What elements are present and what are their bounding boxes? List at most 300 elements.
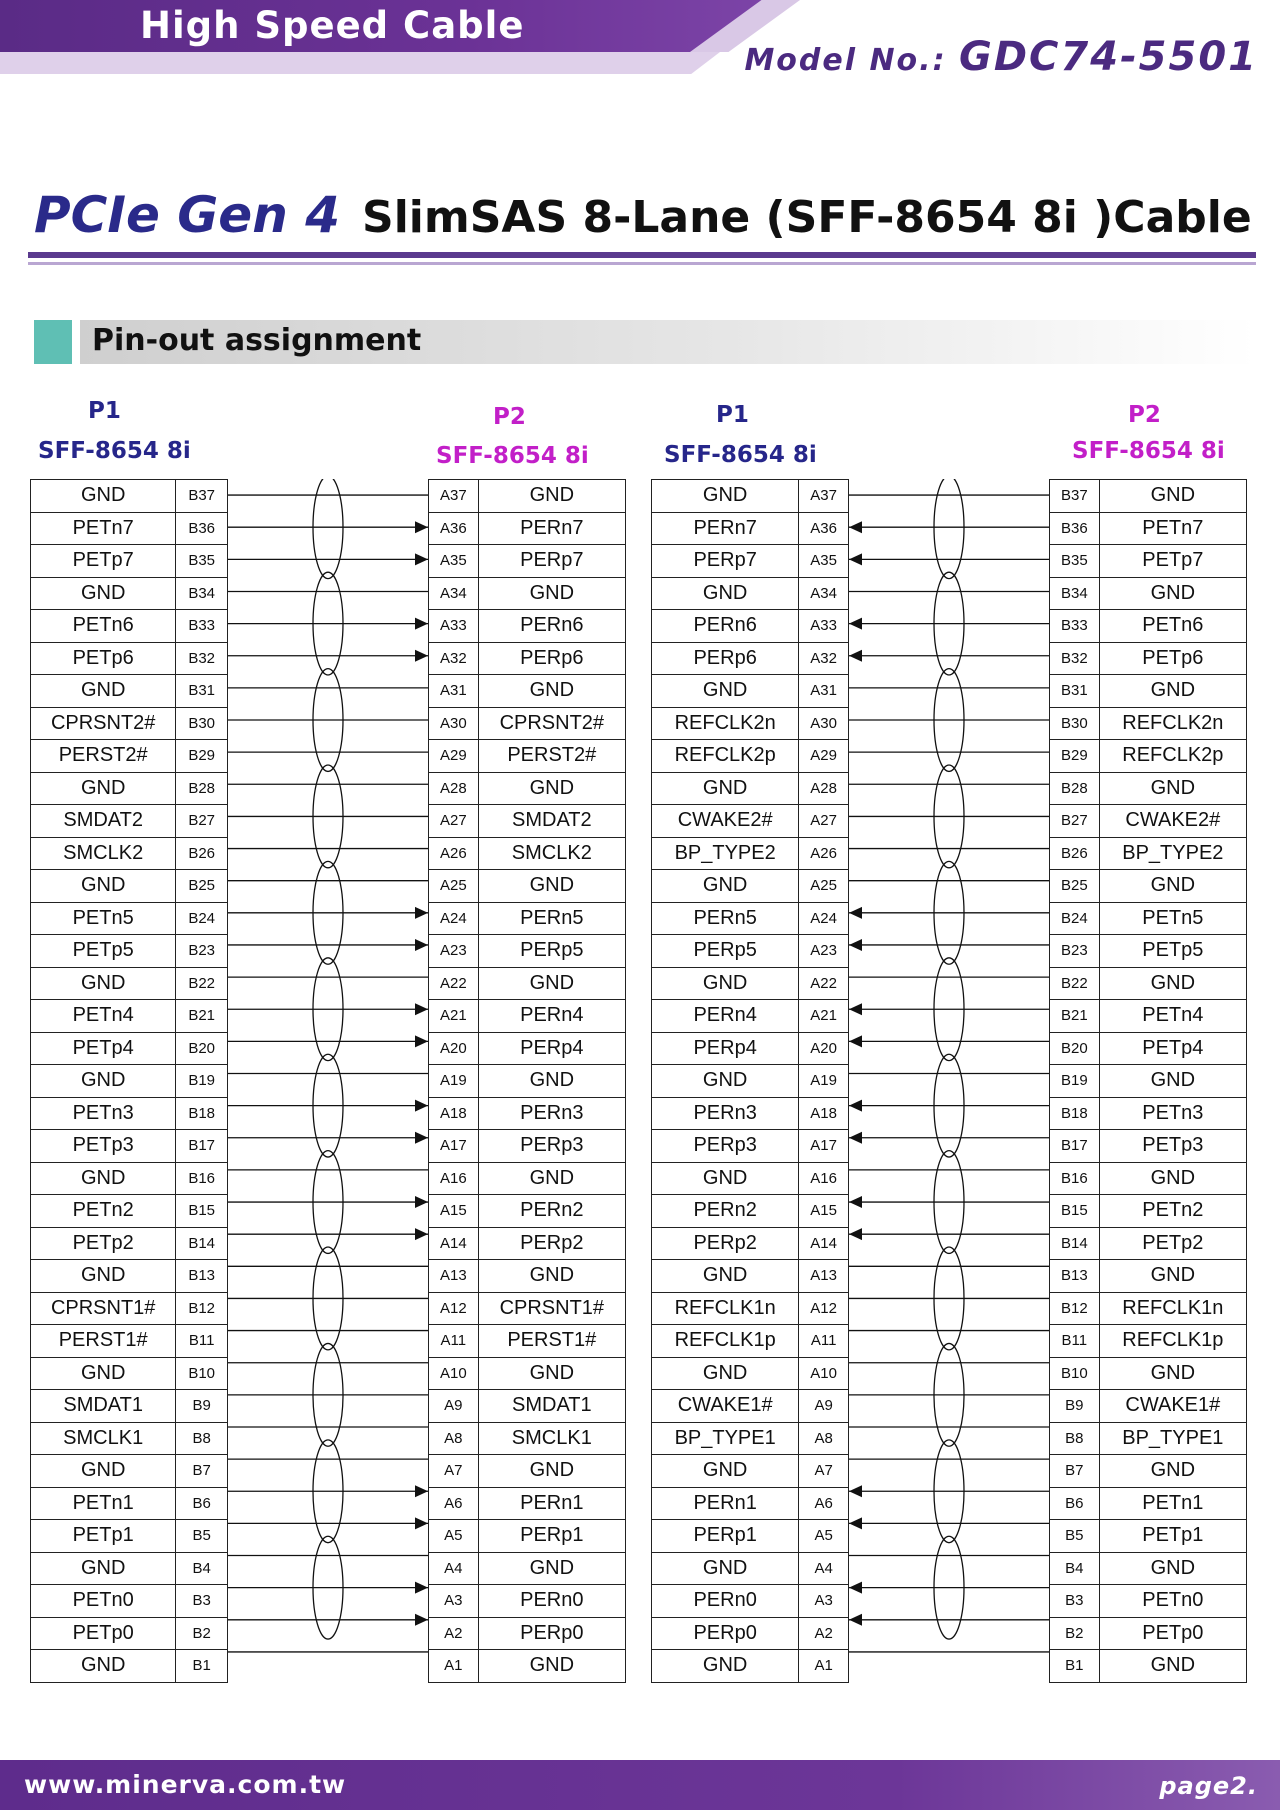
signal-name: PETp2 [31, 1227, 176, 1260]
signal-name: PERp0 [652, 1617, 799, 1650]
arrow-head [415, 907, 428, 919]
pin-row [31, 577, 228, 610]
signal-name: GND [478, 1162, 625, 1195]
pin-row [1050, 1357, 1247, 1390]
pin-number: B3 [1050, 1585, 1100, 1618]
pin-number: A37 [799, 480, 849, 513]
pin-number: B32 [176, 642, 228, 675]
pin-row [1050, 1650, 1247, 1683]
signal-name: PETn0 [1099, 1585, 1246, 1618]
pin-number: A20 [799, 1032, 849, 1065]
signal-name: PETn4 [1099, 1000, 1246, 1033]
pin-row [429, 1455, 626, 1488]
signal-name: PERn3 [652, 1097, 799, 1130]
pin-row [429, 935, 626, 968]
signal-name: PETn3 [1099, 1097, 1246, 1130]
arrow-head [849, 1228, 862, 1240]
signal-name: PERp5 [652, 935, 799, 968]
pin-number: B36 [176, 512, 228, 545]
signal-name: PERn3 [478, 1097, 625, 1130]
signal-name: GND [478, 772, 625, 805]
pin-number: A28 [799, 772, 849, 805]
pin-row [1050, 512, 1247, 545]
pin-row [1050, 1065, 1247, 1098]
signal-name: GND [478, 870, 625, 903]
pin-row [652, 610, 849, 643]
signal-name: GND [652, 1650, 799, 1683]
title-sub: SlimSAS 8-Lane (SFF-8654 8i )Cable [362, 192, 1252, 243]
pin-row [652, 1390, 849, 1423]
signal-name: PERp1 [478, 1520, 625, 1553]
pin-number: A5 [429, 1520, 479, 1553]
signal-name: PERn4 [652, 1000, 799, 1033]
signal-name: PETn1 [31, 1487, 176, 1520]
signal-name: GND [1099, 967, 1246, 1000]
signal-name: PERp1 [652, 1520, 799, 1553]
pin-number: A16 [429, 1162, 479, 1195]
signal-name: BP_TYPE2 [652, 837, 799, 870]
signal-name: GND [478, 675, 625, 708]
pin-number: A15 [799, 1195, 849, 1228]
right-p1-type: SFF-8654 8i [664, 442, 817, 468]
pin-row [652, 1130, 849, 1163]
signal-name: PETp2 [1099, 1227, 1246, 1260]
pin-number: B4 [176, 1552, 228, 1585]
pin-row [1050, 1227, 1247, 1260]
pin-number: A33 [429, 610, 479, 643]
section-marker [34, 320, 72, 364]
pin-number: A30 [799, 707, 849, 740]
pin-row [429, 1260, 626, 1293]
pin-number: B7 [1050, 1455, 1100, 1488]
pin-number: A14 [429, 1227, 479, 1260]
pin-number: B35 [1050, 545, 1100, 578]
arrow-head [849, 1035, 862, 1047]
pin-number: B9 [1050, 1390, 1100, 1423]
pin-row [652, 1325, 849, 1358]
pin-row [652, 1195, 849, 1228]
pin-row [1050, 772, 1247, 805]
pin-row [31, 480, 228, 513]
pin-row [31, 1260, 228, 1293]
signal-name: PERn6 [652, 610, 799, 643]
pin-row [1050, 1422, 1247, 1455]
pin-number: A14 [799, 1227, 849, 1260]
pin-number: A35 [799, 545, 849, 578]
pin-row [429, 1487, 626, 1520]
signal-name: GND [1099, 772, 1246, 805]
title-rule [28, 252, 1256, 258]
pin-row [31, 1552, 228, 1585]
pin-row [429, 1227, 626, 1260]
title-main: PCIe Gen 4 [34, 186, 341, 244]
pin-row [1050, 837, 1247, 870]
signal-name: PETn3 [31, 1097, 176, 1130]
signal-name: SMCLK2 [31, 837, 176, 870]
arrow-head [415, 1228, 428, 1240]
pin-number: B28 [1050, 772, 1100, 805]
pin-number: A9 [799, 1390, 849, 1423]
pin-number: A10 [799, 1357, 849, 1390]
signal-name: GND [478, 1357, 625, 1390]
signal-name: CPRSNT1# [478, 1292, 625, 1325]
pin-row [429, 772, 626, 805]
pin-row [652, 805, 849, 838]
pin-number: A24 [799, 902, 849, 935]
pin-number: A6 [799, 1487, 849, 1520]
pin-number: B31 [176, 675, 228, 708]
pin-row [429, 1097, 626, 1130]
pin-row [1050, 805, 1247, 838]
signal-name: PETn1 [1099, 1487, 1246, 1520]
pin-row [1050, 1520, 1247, 1553]
pin-row [1050, 1585, 1247, 1618]
pin-number: A30 [429, 707, 479, 740]
pin-number: B8 [176, 1422, 228, 1455]
pin-row [31, 837, 228, 870]
signal-name: GND [478, 1065, 625, 1098]
pin-row [652, 1065, 849, 1098]
arrow-head [415, 650, 428, 662]
signal-name: PERp4 [478, 1032, 625, 1065]
pin-number: A19 [429, 1065, 479, 1098]
model-label: Model No.: [744, 43, 947, 78]
arrow-head [415, 1196, 428, 1208]
pin-number: B25 [1050, 870, 1100, 903]
pin-number: A4 [799, 1552, 849, 1585]
pin-row [429, 1422, 626, 1455]
pin-number: B12 [176, 1292, 228, 1325]
pin-row [31, 1065, 228, 1098]
pin-number: A24 [429, 902, 479, 935]
pin-number: B26 [176, 837, 228, 870]
pin-row [429, 1325, 626, 1358]
left-p2-table [428, 479, 626, 1683]
pin-number: A26 [429, 837, 479, 870]
arrow-head [849, 939, 862, 951]
signal-name: REFCLK1n [1099, 1292, 1246, 1325]
pin-row [652, 1422, 849, 1455]
pin-row [652, 870, 849, 903]
pin-row [1050, 1162, 1247, 1195]
signal-name: GND [1099, 870, 1246, 903]
pin-row [652, 1000, 849, 1033]
pin-row [31, 1000, 228, 1033]
pin-number: B36 [1050, 512, 1100, 545]
signal-name: GND [652, 967, 799, 1000]
pin-number: B14 [1050, 1227, 1100, 1260]
footer-url: www.minerva.com.tw [24, 1770, 347, 1799]
pin-number: B2 [1050, 1617, 1100, 1650]
pin-row [429, 610, 626, 643]
signal-name: GND [652, 1552, 799, 1585]
pin-row [31, 610, 228, 643]
signal-name: SMDAT2 [478, 805, 625, 838]
signal-name: REFCLK1n [652, 1292, 799, 1325]
pin-row [652, 1650, 849, 1683]
pair-marker [934, 479, 964, 579]
pin-row [652, 1260, 849, 1293]
signal-name: GND [652, 772, 799, 805]
signal-name: GND [31, 967, 176, 1000]
pin-row [429, 837, 626, 870]
pin-row [652, 1520, 849, 1553]
signal-name: GND [31, 1357, 176, 1390]
arrow-head [849, 618, 862, 630]
pin-row [1050, 935, 1247, 968]
pin-number: B11 [176, 1325, 228, 1358]
pin-number: B12 [1050, 1292, 1100, 1325]
pin-number: B24 [176, 902, 228, 935]
pin-number: B25 [176, 870, 228, 903]
pin-row [31, 642, 228, 675]
signal-name: GND [31, 1065, 176, 1098]
pin-row [652, 545, 849, 578]
pin-number: A23 [429, 935, 479, 968]
pin-number: B14 [176, 1227, 228, 1260]
pin-row [652, 1552, 849, 1585]
pin-row [1050, 675, 1247, 708]
signal-name: PERp2 [478, 1227, 625, 1260]
pin-number: A29 [429, 740, 479, 773]
pin-row [31, 675, 228, 708]
arrow-head [415, 1035, 428, 1047]
signal-name: REFCLK1p [1099, 1325, 1246, 1358]
signal-name: PETp7 [31, 545, 176, 578]
pin-row [652, 577, 849, 610]
pin-row [31, 1617, 228, 1650]
signal-name: GND [31, 1650, 176, 1683]
pin-number: A1 [799, 1650, 849, 1683]
signal-name: REFCLK1p [652, 1325, 799, 1358]
pin-number: A32 [799, 642, 849, 675]
pin-row [31, 1325, 228, 1358]
pin-number: A28 [429, 772, 479, 805]
pin-number: A25 [799, 870, 849, 903]
signal-name: PERST2# [31, 740, 176, 773]
pin-row [31, 740, 228, 773]
pin-row [31, 1455, 228, 1488]
pin-number: A8 [799, 1422, 849, 1455]
pin-row [652, 1227, 849, 1260]
pin-row [429, 967, 626, 1000]
signal-name: PETp6 [1099, 642, 1246, 675]
pin-row [429, 740, 626, 773]
signal-name: CPRSNT2# [478, 707, 625, 740]
signal-name: GND [31, 1455, 176, 1488]
signal-name: PERp4 [652, 1032, 799, 1065]
pin-number: A21 [429, 1000, 479, 1033]
signal-name: GND [1099, 1357, 1246, 1390]
pin-row [31, 772, 228, 805]
pin-row [31, 1422, 228, 1455]
arrow-head [849, 553, 862, 565]
pin-number: B28 [176, 772, 228, 805]
signal-name: PETn4 [31, 1000, 176, 1033]
title-rule-light [28, 262, 1256, 265]
pin-number: B22 [1050, 967, 1100, 1000]
arrow-head [849, 1517, 862, 1529]
pin-row [1050, 1292, 1247, 1325]
pin-row [31, 1097, 228, 1130]
arrow-head [415, 1100, 428, 1112]
pin-number: B37 [1050, 480, 1100, 513]
pin-number: A26 [799, 837, 849, 870]
pin-number: A11 [429, 1325, 479, 1358]
pin-number: A7 [429, 1455, 479, 1488]
page-number: page2. [1159, 1772, 1258, 1800]
pin-number: A6 [429, 1487, 479, 1520]
signal-name: PERp2 [652, 1227, 799, 1260]
pin-row [31, 1227, 228, 1260]
pin-row [429, 577, 626, 610]
arrow-head [415, 1582, 428, 1594]
pin-number: A8 [429, 1422, 479, 1455]
pin-row [31, 707, 228, 740]
pin-number: B6 [1050, 1487, 1100, 1520]
pin-number: A36 [429, 512, 479, 545]
signal-name: GND [652, 1260, 799, 1293]
pin-row [1050, 642, 1247, 675]
pin-row [31, 1390, 228, 1423]
arrow-head [415, 521, 428, 533]
pin-row [652, 740, 849, 773]
pin-row [1050, 902, 1247, 935]
pin-row [429, 480, 626, 513]
signal-name: PETn2 [31, 1195, 176, 1228]
pin-row [429, 642, 626, 675]
pin-number: A13 [799, 1260, 849, 1293]
pin-number: B37 [176, 480, 228, 513]
pin-row [652, 480, 849, 513]
pin-row [1050, 707, 1247, 740]
pin-row [429, 1357, 626, 1390]
pin-number: B5 [176, 1520, 228, 1553]
signal-name: BP_TYPE1 [1099, 1422, 1246, 1455]
arrow-head [849, 521, 862, 533]
pin-row [1050, 1130, 1247, 1163]
pin-number: B6 [176, 1487, 228, 1520]
signal-name: PERn7 [652, 512, 799, 545]
pin-row [429, 1032, 626, 1065]
pin-number: B2 [176, 1617, 228, 1650]
arrow-head [849, 1196, 862, 1208]
signal-name: GND [1099, 1552, 1246, 1585]
signal-name: PERn1 [478, 1487, 625, 1520]
pin-row [429, 1390, 626, 1423]
pin-row [429, 1520, 626, 1553]
pin-number: B10 [1050, 1357, 1100, 1390]
pin-row [31, 1032, 228, 1065]
left-p1-type: SFF-8654 8i [38, 438, 191, 464]
pin-number: A18 [799, 1097, 849, 1130]
signal-name: GND [31, 577, 176, 610]
pin-row [429, 902, 626, 935]
pin-number: A17 [799, 1130, 849, 1163]
pin-row [1050, 1260, 1247, 1293]
left-p2-label: P2 [493, 404, 526, 430]
pin-number: B27 [176, 805, 228, 838]
pin-number: B29 [176, 740, 228, 773]
pin-number: A27 [799, 805, 849, 838]
pin-number: A9 [429, 1390, 479, 1423]
pin-number: B19 [176, 1065, 228, 1098]
pin-row [31, 1487, 228, 1520]
right-p2-table [1049, 479, 1247, 1683]
pin-number: A18 [429, 1097, 479, 1130]
signal-name: PERp3 [652, 1130, 799, 1163]
signal-name: GND [31, 1162, 176, 1195]
pin-row [652, 837, 849, 870]
pin-number: A2 [429, 1617, 479, 1650]
signal-name: PERp7 [652, 545, 799, 578]
pin-row [31, 1357, 228, 1390]
pin-number: B34 [1050, 577, 1100, 610]
pin-row [1050, 1552, 1247, 1585]
pin-number: B5 [1050, 1520, 1100, 1553]
pin-row [1050, 480, 1247, 513]
pin-number: A3 [429, 1585, 479, 1618]
pin-row [1050, 1455, 1247, 1488]
pin-row [31, 1585, 228, 1618]
pin-row [429, 1552, 626, 1585]
signal-name: GND [478, 480, 625, 513]
arrow-head [849, 1485, 862, 1497]
signal-name: PERn5 [652, 902, 799, 935]
signal-name: PETn7 [31, 512, 176, 545]
signal-name: REFCLK2n [1099, 707, 1246, 740]
pin-number: A15 [429, 1195, 479, 1228]
pin-number: A33 [799, 610, 849, 643]
pin-number: B33 [1050, 610, 1100, 643]
pin-row [31, 1195, 228, 1228]
pin-number: B4 [1050, 1552, 1100, 1585]
signal-name: PETp5 [31, 935, 176, 968]
pin-number: A35 [429, 545, 479, 578]
signal-name: GND [478, 1650, 625, 1683]
signal-name: SMDAT1 [478, 1390, 625, 1423]
signal-name: GND [31, 772, 176, 805]
pin-number: B21 [176, 1000, 228, 1033]
arrow-head [415, 553, 428, 565]
signal-name: PETn5 [31, 902, 176, 935]
signal-name: PETp4 [1099, 1032, 1246, 1065]
pin-number: B13 [1050, 1260, 1100, 1293]
signal-name: PERn5 [478, 902, 625, 935]
pin-row [429, 1162, 626, 1195]
signal-name: GND [1099, 675, 1246, 708]
pin-number: B8 [1050, 1422, 1100, 1455]
pin-number: B11 [1050, 1325, 1100, 1358]
pin-row [1050, 1195, 1247, 1228]
left-wiring [228, 479, 428, 1668]
pin-row [652, 772, 849, 805]
signal-name: REFCLK2p [652, 740, 799, 773]
signal-name: GND [652, 675, 799, 708]
signal-name: GND [1099, 1650, 1246, 1683]
signal-name: PETn6 [1099, 610, 1246, 643]
pin-row [1050, 545, 1247, 578]
brand-title: High Speed Cable [140, 4, 525, 47]
signal-name: PERn0 [652, 1585, 799, 1618]
signal-name: PETn6 [31, 610, 176, 643]
pin-row [1050, 740, 1247, 773]
pin-number: A3 [799, 1585, 849, 1618]
pin-number: A34 [799, 577, 849, 610]
model-number [744, 34, 1258, 80]
arrow-head [415, 1003, 428, 1015]
pin-row [652, 967, 849, 1000]
